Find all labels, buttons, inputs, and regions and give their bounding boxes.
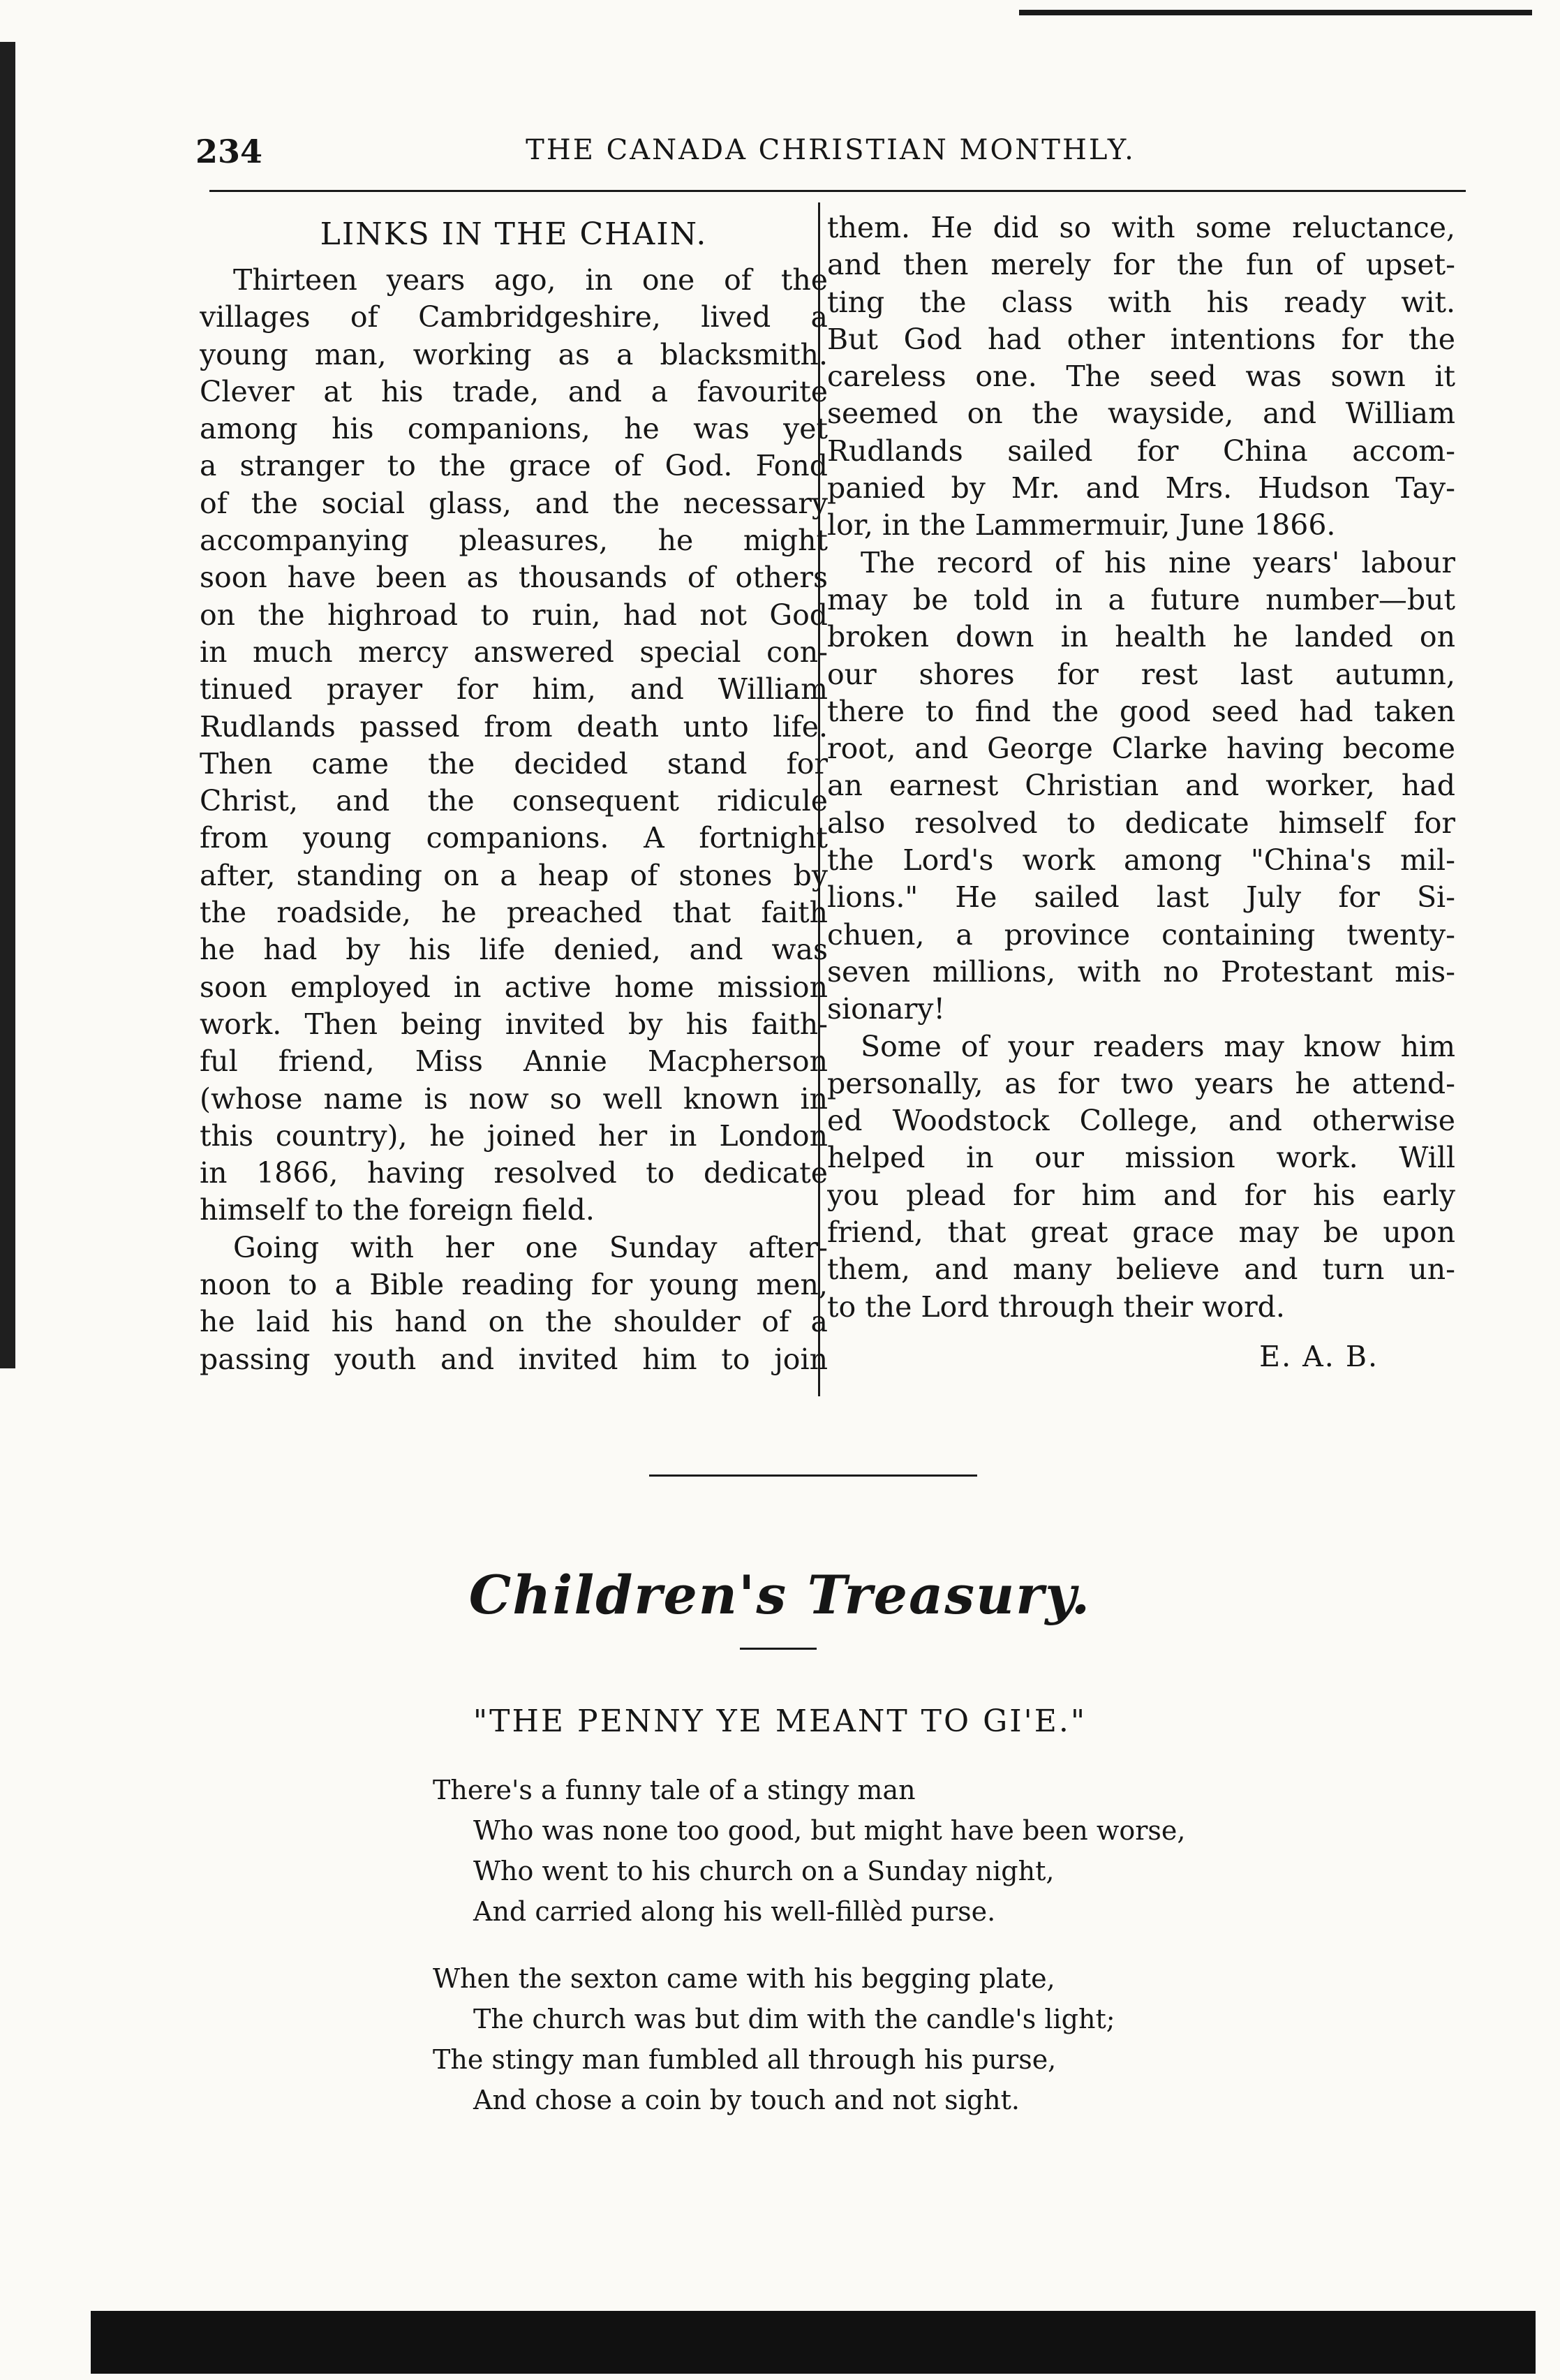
top-edge-rule	[1019, 10, 1532, 15]
text-line: Clever at his trade, and a favourite	[200, 374, 828, 408]
text-line: after, standing on a heap of stones by	[200, 858, 828, 892]
text-line: in much mercy answered special con-	[200, 635, 828, 669]
text-line: panied by Mr. and Mrs. Hudson Tay-	[827, 471, 1455, 505]
page-header	[195, 133, 1466, 182]
text-line: in 1866, having resolved to dedicate	[200, 1156, 828, 1190]
text-line: the Lord's work among "China's mil-	[827, 843, 1455, 878]
text-line: young man, working as a blacksmith.	[200, 337, 828, 371]
text-line: noon to a Bible reading for young men,	[200, 1268, 828, 1302]
text-line: seven millions, with no Protestant mis-	[827, 954, 1455, 989]
scan-edge-strip	[0, 42, 15, 1368]
text-line: Rudlands sailed for China accom-	[827, 434, 1455, 468]
text-line: But God had other intentions for the	[827, 322, 1455, 356]
text-line: passing youth and invited him to join	[200, 1342, 828, 1376]
text-line: chuen, a province containing twenty-	[827, 917, 1455, 952]
article-right-column	[827, 209, 1455, 1373]
text-line: he laid his hand on the shoulder of a	[200, 1305, 828, 1339]
text-line: soon have been as thousands of others	[200, 561, 828, 595]
text-line: helped in our mission work. Will	[827, 1141, 1455, 1175]
scan-bottom-bar	[91, 2311, 1536, 2374]
text-line: accompanying pleasures, he might	[200, 524, 828, 558]
poem-line: When the sexton came with his begging plate,	[433, 1963, 1055, 1994]
text-line: friend, that great grace may be upon	[827, 1215, 1455, 1250]
text-line: Going with her one Sunday after-	[233, 1230, 828, 1264]
text-line: careless one. The seed was sown it	[827, 360, 1455, 394]
text-line: this country), he joined her in London	[200, 1118, 828, 1153]
text-line: villages of Cambridgeshire, lived a	[200, 300, 828, 334]
text-line: root, and George Clarke having become	[827, 732, 1455, 766]
text-line: them. He did so with some reluctance,	[827, 211, 1455, 244]
text-line: and then merely for the fun of upset-	[827, 248, 1455, 282]
text-line: himself to the foreign field.	[200, 1193, 595, 1227]
poem-line: The church was but dim with the candle's light;	[473, 2004, 1115, 2034]
poem-line: And chose a coin by touch and not sight.	[473, 2085, 1020, 2115]
poem-line: And carried along his well-fillèd purse.	[473, 1896, 996, 1927]
text-line: Christ, and the consequent ridicule	[200, 784, 828, 818]
text-line: Then came the decided stand for	[200, 746, 828, 781]
text-line: broken down in health he landed on	[827, 620, 1455, 654]
text-line: ful friend, Miss Annie Macpherson	[200, 1044, 828, 1079]
text-line: lor, in the Lammermuir, June 1866.	[827, 508, 1336, 542]
text-line: ting the class with his ready wit.	[827, 285, 1455, 319]
article-left-column	[200, 209, 828, 1378]
section-divider-rule	[649, 1474, 977, 1477]
running-title: THE CANADA CHRISTIAN MONTHLY.	[526, 134, 1136, 166]
text-line: a stranger to the grace of God. Fond	[200, 449, 828, 483]
text-line: to the Lord through their word.	[827, 1289, 1285, 1324]
text-line: an earnest Christian and worker, had	[827, 769, 1455, 803]
text-line: also resolved to dedicate himself for	[827, 806, 1455, 840]
poem-title: "THE PENNY YE MEANT TO GI'E."	[473, 1703, 1087, 1739]
poem-line: There's a funny tale of a stingy man	[433, 1775, 916, 1805]
text-line: Rudlands passed from death unto life.	[200, 709, 828, 744]
text-line: from young companions. A fortnight	[200, 821, 828, 855]
text-line: sionary!	[827, 992, 945, 1026]
text-line: tinued prayer for him, and William	[200, 672, 828, 707]
text-line: ed Woodstock College, and otherwise	[827, 1104, 1455, 1138]
text-line: lions." He sailed last July for Si-	[827, 880, 1455, 915]
text-line: you plead for him and for his early	[827, 1178, 1455, 1212]
text-line: (whose name is now so well known in	[200, 1081, 828, 1116]
header-rule	[209, 190, 1466, 192]
text-line: there to find the good seed had taken	[827, 694, 1455, 728]
text-line: he had by his life denied, and was	[200, 933, 828, 967]
section-title: Children's Treasury.	[468, 1564, 1092, 1626]
text-line: among his companions, he was yet	[200, 412, 828, 446]
text-line: work. Then being invited by his faith-	[200, 1007, 828, 1041]
text-line: of the social glass, and the necessary	[200, 486, 828, 520]
poem-line: Who was none too good, but might have been worse,	[473, 1815, 1186, 1846]
poem-stanza-1	[433, 1770, 1340, 1932]
text-line: may be told in a future number—but	[827, 582, 1455, 616]
text-line: them, and many believe and turn un-	[827, 1252, 1455, 1287]
text-line: seemed on the wayside, and William	[827, 397, 1455, 431]
text-line: the roadside, he preached that faith	[200, 896, 828, 930]
text-line: soon employed in active home mission	[200, 970, 828, 1004]
article-signature: E. A. B.	[1259, 1339, 1379, 1373]
text-line: on the highroad to ruin, had not God	[200, 598, 828, 632]
short-divider-rule	[740, 1648, 817, 1650]
text-line: Thirteen years ago, in one of the	[233, 263, 828, 297]
poem-line: The stingy man fumbled all through his purse,	[433, 2044, 1057, 2075]
text-line: The record of his nine years' labour	[861, 545, 1455, 579]
poem-line: Who went to his church on a Sunday night,	[473, 1856, 1055, 1886]
poem-stanza-2	[433, 1958, 1340, 2120]
article-title: LINKS IN THE CHAIN.	[320, 216, 708, 252]
text-line: personally, as for two years he attend-	[827, 1066, 1455, 1100]
page-number: 234	[195, 133, 263, 170]
text-line: our shores for rest last autumn,	[827, 657, 1455, 691]
text-line: Some of your readers may know him	[861, 1029, 1455, 1063]
